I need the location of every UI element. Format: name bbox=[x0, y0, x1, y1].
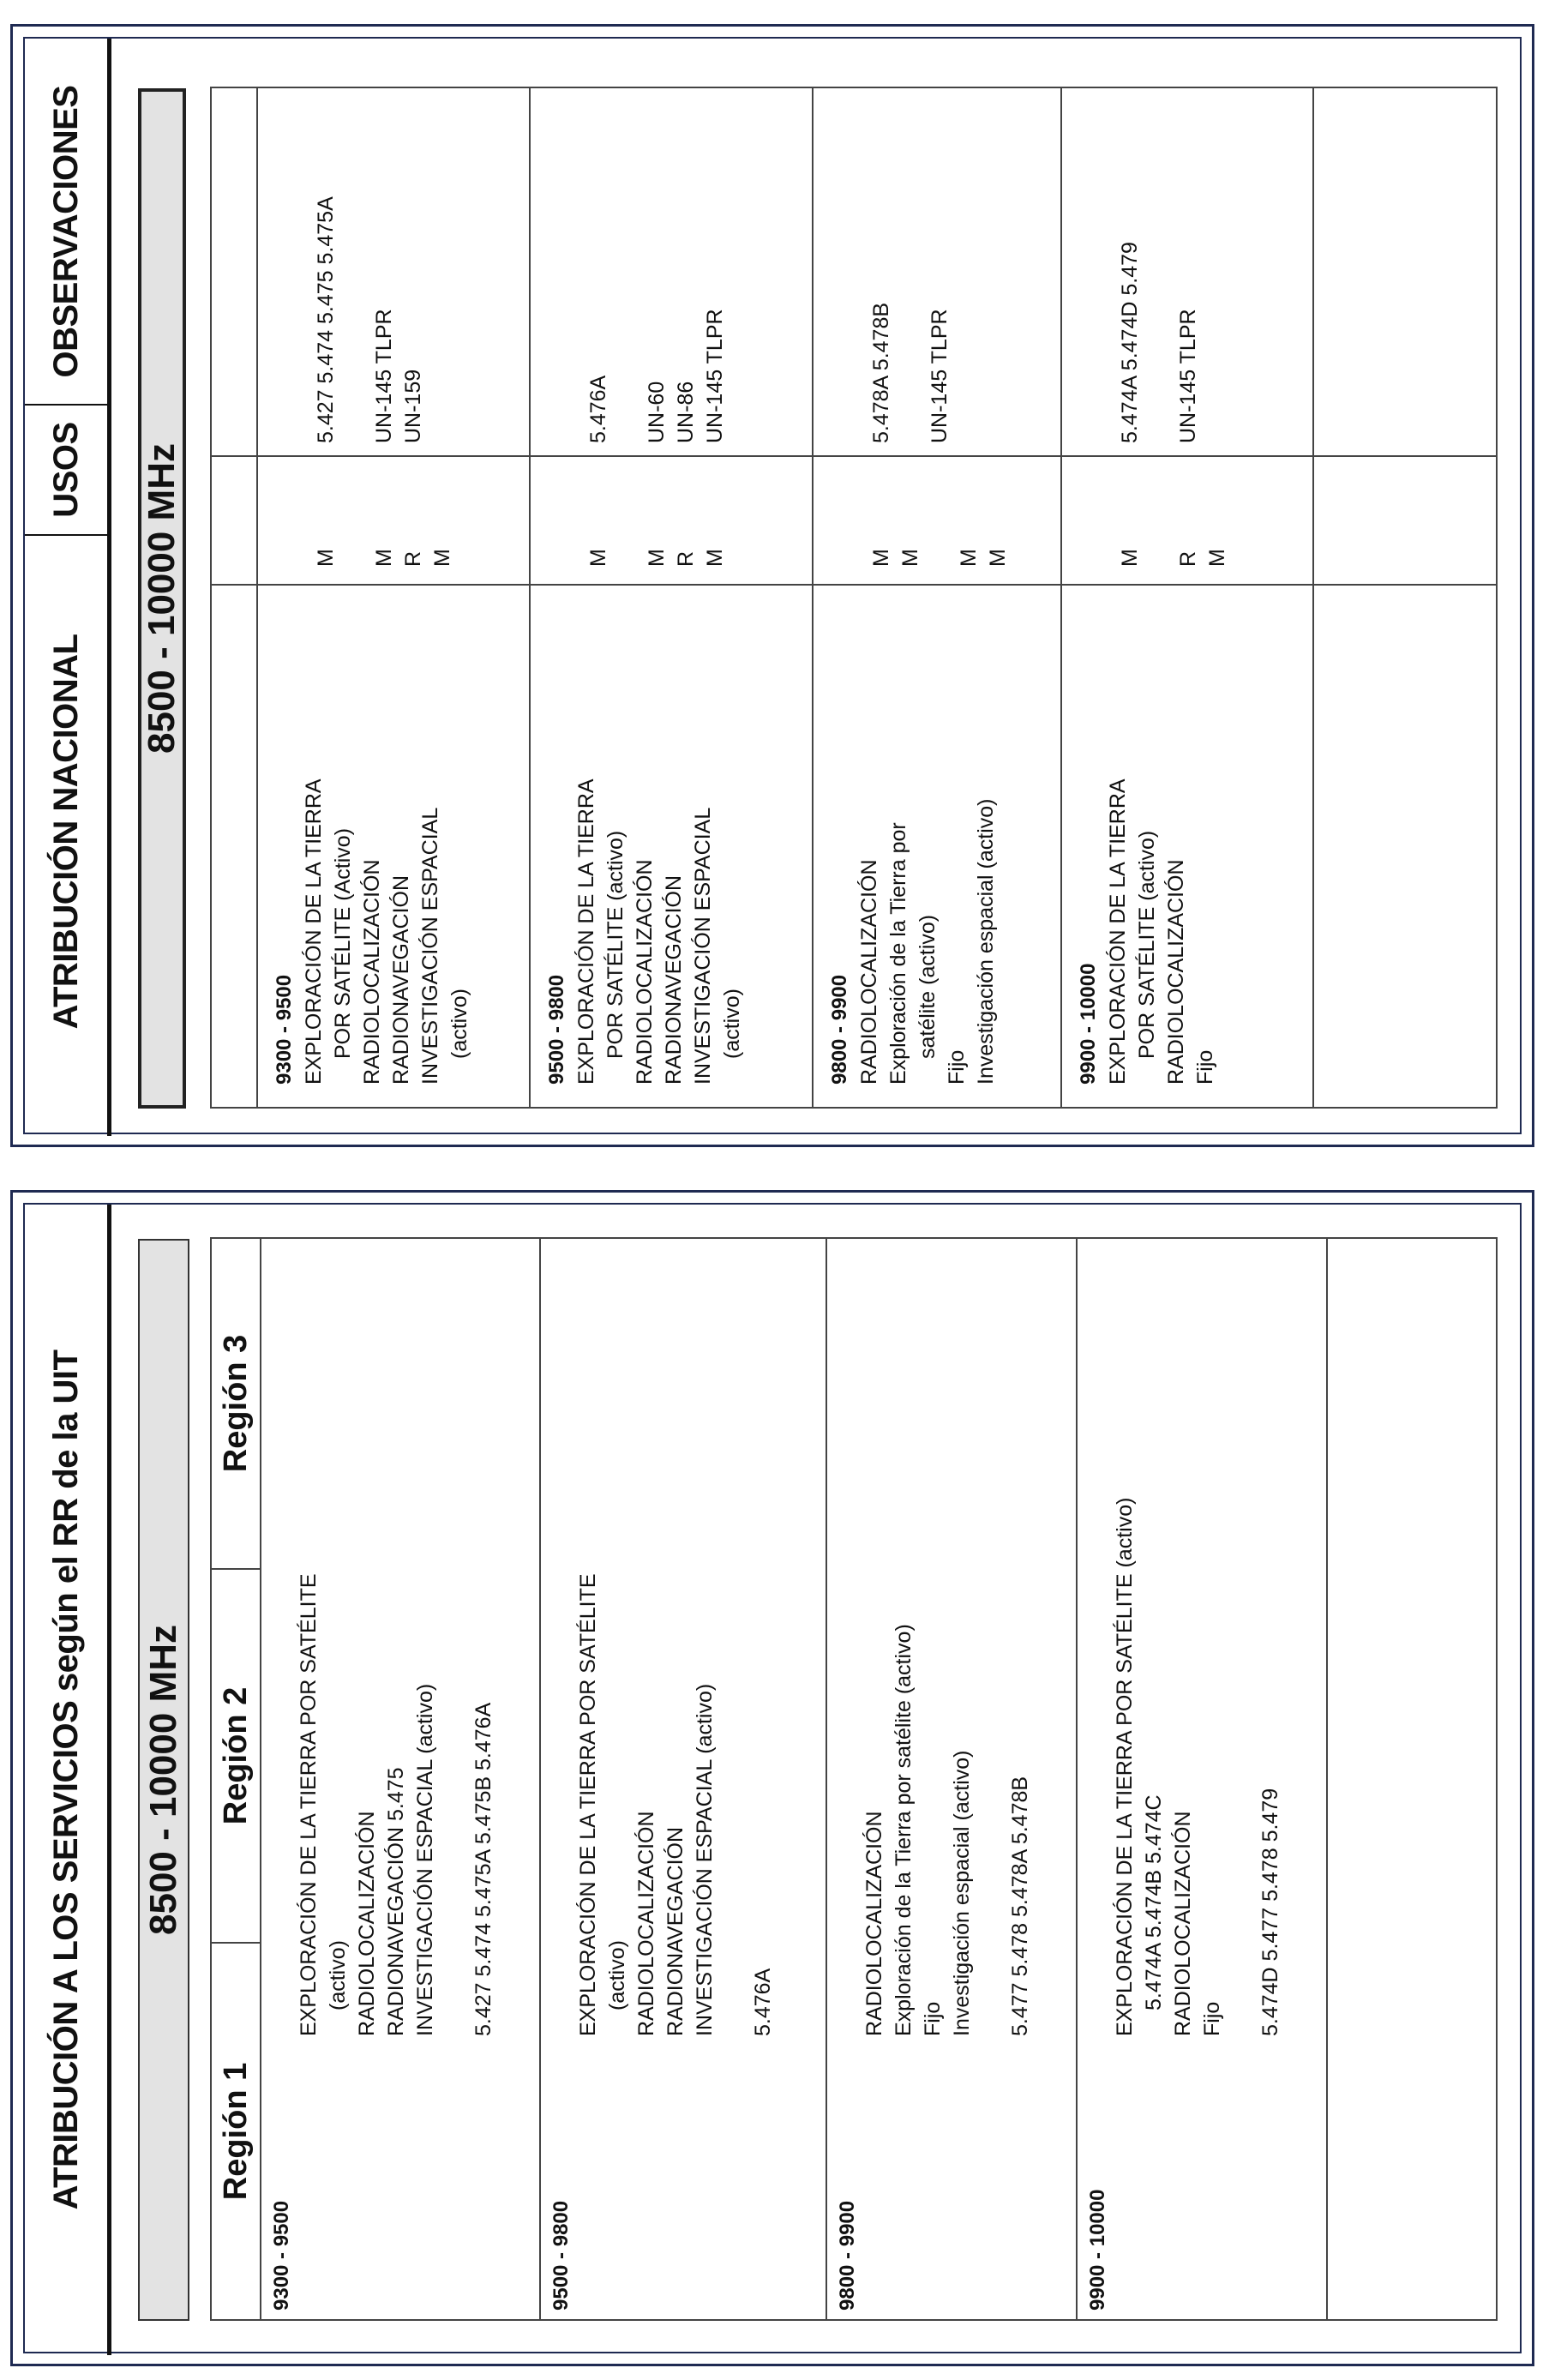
service-line: (activo) bbox=[720, 989, 744, 1059]
service-line: POR SATÉLITE (activo) bbox=[1135, 830, 1159, 1059]
service-line: RADIOLOCALIZACIÓN bbox=[1171, 1811, 1195, 2036]
region-2-header: Región 2 bbox=[211, 1569, 261, 1943]
observation-line: UN-145 TLPR bbox=[703, 309, 727, 443]
service-line: INVESTIGACIÓN ESPACIAL bbox=[418, 807, 442, 1085]
use-code: M bbox=[1118, 549, 1142, 567]
table-row bbox=[1313, 87, 1497, 1108]
header-divider bbox=[107, 39, 111, 1136]
footnote-line: 5.427 5.474 5.475A 5.475B 5.476A bbox=[471, 1702, 495, 2036]
service-line: Investigación espacial (activo) bbox=[974, 798, 998, 1085]
observation-line: 5.427 5.474 5.475 5.475A bbox=[314, 196, 338, 443]
observation-line: UN-145 TLPR bbox=[1176, 309, 1200, 443]
service-spacer bbox=[976, 1239, 1006, 2036]
national-allocation-header: ATRIBUCIÓN NACIONAL bbox=[46, 634, 85, 1030]
table-row bbox=[257, 87, 530, 1108]
observation-line: 5.474A 5.474D 5.479 bbox=[1118, 242, 1142, 443]
range-label: 9800 - 9900 bbox=[828, 974, 851, 1085]
service-line: RADIOLOCALIZACIÓN bbox=[634, 1811, 658, 2036]
itu-table bbox=[210, 1237, 1498, 2321]
service-line: RADIOLOCALIZACIÓN bbox=[862, 1811, 886, 2036]
use-code: R bbox=[1176, 550, 1200, 567]
service-line: RADIONAVEGACIÓN bbox=[663, 1826, 687, 2036]
observations-cell bbox=[257, 87, 530, 456]
empty-cell bbox=[1313, 87, 1497, 456]
range-label: 9500 - 9800 bbox=[545, 974, 568, 1085]
footnote-line: 5.477 5.478 5.478A 5.478B bbox=[1008, 1776, 1032, 2036]
service-line: EXPLORACIÓN DE LA TIERRA bbox=[574, 778, 598, 1085]
itu-title: ATRIBUCIÓN A LOS SERVICIOS según el RR de la UIT bbox=[46, 1349, 85, 2210]
national-panel-inner bbox=[23, 37, 1522, 1134]
observation-line: 5.476A bbox=[586, 375, 610, 443]
allocation-cell bbox=[826, 1238, 1077, 2320]
observations-header-spacer bbox=[211, 87, 257, 456]
service-line: (activo) bbox=[447, 989, 471, 1059]
service-line: RADIOLOCALIZACIÓN bbox=[857, 859, 881, 1085]
range-label: 9900 - 10000 bbox=[1077, 963, 1100, 1085]
use-code bbox=[1144, 457, 1174, 567]
service-line: RADIONAVEGACIÓN bbox=[662, 874, 686, 1085]
service-line: Fijo bbox=[921, 2001, 945, 2036]
use-code bbox=[613, 457, 642, 567]
observation-line: UN-159 bbox=[401, 369, 425, 443]
national-services-cell bbox=[530, 585, 813, 1108]
itu-rotated-content bbox=[25, 1205, 1525, 2355]
use-code: M bbox=[703, 549, 727, 567]
observations-cell bbox=[530, 87, 813, 456]
service-line: Fijo bbox=[945, 1049, 969, 1085]
national-table bbox=[210, 87, 1498, 1109]
service-line: RADIOLOCALIZACIÓN bbox=[1164, 859, 1188, 1085]
itu-panel-inner bbox=[23, 1203, 1522, 2353]
use-code: M bbox=[645, 549, 669, 567]
service-line: RADIONAVEGACIÓN 5.475 bbox=[384, 1767, 408, 2036]
service-line: Investigación espacial (activo) bbox=[950, 1750, 974, 2036]
service-line: EXPLORACIÓN DE LA TIERRA POR SATÉLITE bbox=[297, 1573, 321, 2036]
use-code: M bbox=[314, 549, 338, 567]
use-code bbox=[340, 457, 369, 567]
service-line: (activo) bbox=[326, 1940, 350, 2010]
empty-cell bbox=[1327, 1238, 1497, 2320]
service-line: Fijo bbox=[1200, 2001, 1224, 2036]
title-divider bbox=[107, 1205, 111, 2355]
table-row bbox=[826, 1238, 1077, 2320]
observation-line: 5.478A 5.478B bbox=[869, 302, 893, 443]
observations-cell bbox=[813, 87, 1061, 456]
range-label: 9300 - 9500 bbox=[273, 974, 296, 1085]
footnote-line: 5.476A bbox=[751, 1968, 775, 2036]
national-band-label: 8500 - 10000 MHz bbox=[138, 88, 186, 1109]
table-row bbox=[1327, 1238, 1497, 2320]
national-services-cell bbox=[813, 585, 1061, 1108]
service-line: RADIONAVEGACIÓN bbox=[389, 874, 413, 1085]
empty-cell bbox=[1313, 585, 1497, 1108]
service-line: EXPLORACIÓN DE LA TIERRA POR SATÉLITE bbox=[576, 1573, 600, 2036]
region-3-header: Región 3 bbox=[211, 1238, 261, 1569]
allocation-cell bbox=[1077, 1238, 1327, 2320]
observation-line: UN-60 bbox=[645, 381, 669, 443]
table-row bbox=[530, 87, 813, 1108]
range-label: 9900 - 10000 bbox=[1086, 2189, 1109, 2311]
allocation-cell bbox=[261, 1238, 540, 2320]
observation-line: UN-145 TLPR bbox=[928, 309, 952, 443]
service-line: EXPLORACIÓN DE LA TIERRA bbox=[302, 778, 326, 1085]
uses-cell bbox=[530, 456, 813, 585]
use-code: R bbox=[401, 550, 425, 567]
use-code: M bbox=[1205, 549, 1229, 567]
observation-line bbox=[340, 88, 369, 443]
uses-cell bbox=[813, 456, 1061, 585]
national-header-spacer bbox=[211, 585, 257, 1108]
service-line: INVESTIGACIÓN ESPACIAL bbox=[691, 807, 715, 1085]
use-code: M bbox=[869, 549, 893, 567]
national-rotated-content bbox=[25, 39, 1525, 1136]
service-line: Fijo bbox=[1193, 1049, 1217, 1085]
region-1-header: Región 1 bbox=[211, 1943, 261, 2320]
service-line: EXPLORACIÓN DE LA TIERRA POR SATÉLITE (activo) bbox=[1113, 1497, 1137, 2036]
use-code: M bbox=[986, 549, 1010, 567]
service-spacer bbox=[719, 1239, 748, 2036]
service-line: INVESTIGACIÓN ESPACIAL (activo) bbox=[413, 1683, 437, 2036]
uses-header-spacer bbox=[211, 456, 257, 585]
national-services-cell bbox=[257, 585, 530, 1108]
service-line: INVESTIGACIÓN ESPACIAL (activo) bbox=[693, 1683, 717, 2036]
observation-line bbox=[613, 88, 642, 443]
table-row bbox=[1061, 87, 1313, 1108]
use-code: M bbox=[898, 549, 922, 567]
service-line: RADIOLOCALIZACIÓN bbox=[633, 859, 657, 1085]
use-code bbox=[925, 457, 954, 567]
service-line: 5.474A 5.474B 5.474C bbox=[1142, 1794, 1166, 2010]
use-code: M bbox=[430, 549, 454, 567]
footnote-line: 5.474D 5.477 5.478 5.479 bbox=[1258, 1788, 1282, 2036]
service-line: RADIOLOCALIZACIÓN bbox=[355, 1811, 379, 2036]
service-line: RADIOLOCALIZACIÓN bbox=[360, 859, 384, 1085]
empty-cell bbox=[1313, 456, 1497, 585]
service-line: Exploración de la Tierra por satélite (activo) bbox=[892, 1624, 916, 2036]
observations-header: OBSERVACIONES bbox=[46, 85, 85, 378]
observation-line: UN-145 TLPR bbox=[372, 309, 396, 443]
use-code: M bbox=[372, 549, 396, 567]
itu-panel bbox=[10, 1190, 1534, 2366]
table-row bbox=[261, 1238, 540, 2320]
service-line: POR SATÉLITE (Activo) bbox=[331, 827, 355, 1059]
service-line: satélite (activo) bbox=[916, 914, 940, 1059]
uses-cell bbox=[257, 456, 530, 585]
observations-cell bbox=[1061, 87, 1313, 456]
table-row bbox=[813, 87, 1061, 1108]
observation-line bbox=[1144, 88, 1174, 443]
observation-line bbox=[896, 88, 925, 443]
itu-band-label: 8500 - 10000 MHz bbox=[138, 1239, 189, 2321]
table-row bbox=[1077, 1238, 1327, 2320]
uses-cell bbox=[1061, 456, 1313, 585]
use-code: M bbox=[586, 549, 610, 567]
uses-header: USOS bbox=[25, 404, 107, 536]
range-label: 9300 - 9500 bbox=[270, 2200, 293, 2311]
table-row bbox=[540, 1238, 826, 2320]
service-spacer bbox=[440, 1239, 469, 2036]
use-code: R bbox=[674, 550, 698, 567]
service-line: POR SATÉLITE (activo) bbox=[603, 830, 627, 1059]
national-panel bbox=[10, 24, 1534, 1147]
allocation-cell bbox=[540, 1238, 826, 2320]
service-line: EXPLORACIÓN DE LA TIERRA bbox=[1106, 778, 1130, 1085]
range-label: 9800 - 9900 bbox=[836, 2200, 859, 2311]
service-line: Exploración de la Tierra por bbox=[886, 822, 910, 1085]
service-line: (activo) bbox=[605, 1940, 629, 2010]
service-spacer bbox=[1227, 1239, 1256, 2036]
national-services-cell bbox=[1061, 585, 1313, 1108]
use-code: M bbox=[957, 549, 981, 567]
range-label: 9500 - 9800 bbox=[549, 2200, 573, 2311]
observation-line: UN-86 bbox=[674, 381, 698, 443]
